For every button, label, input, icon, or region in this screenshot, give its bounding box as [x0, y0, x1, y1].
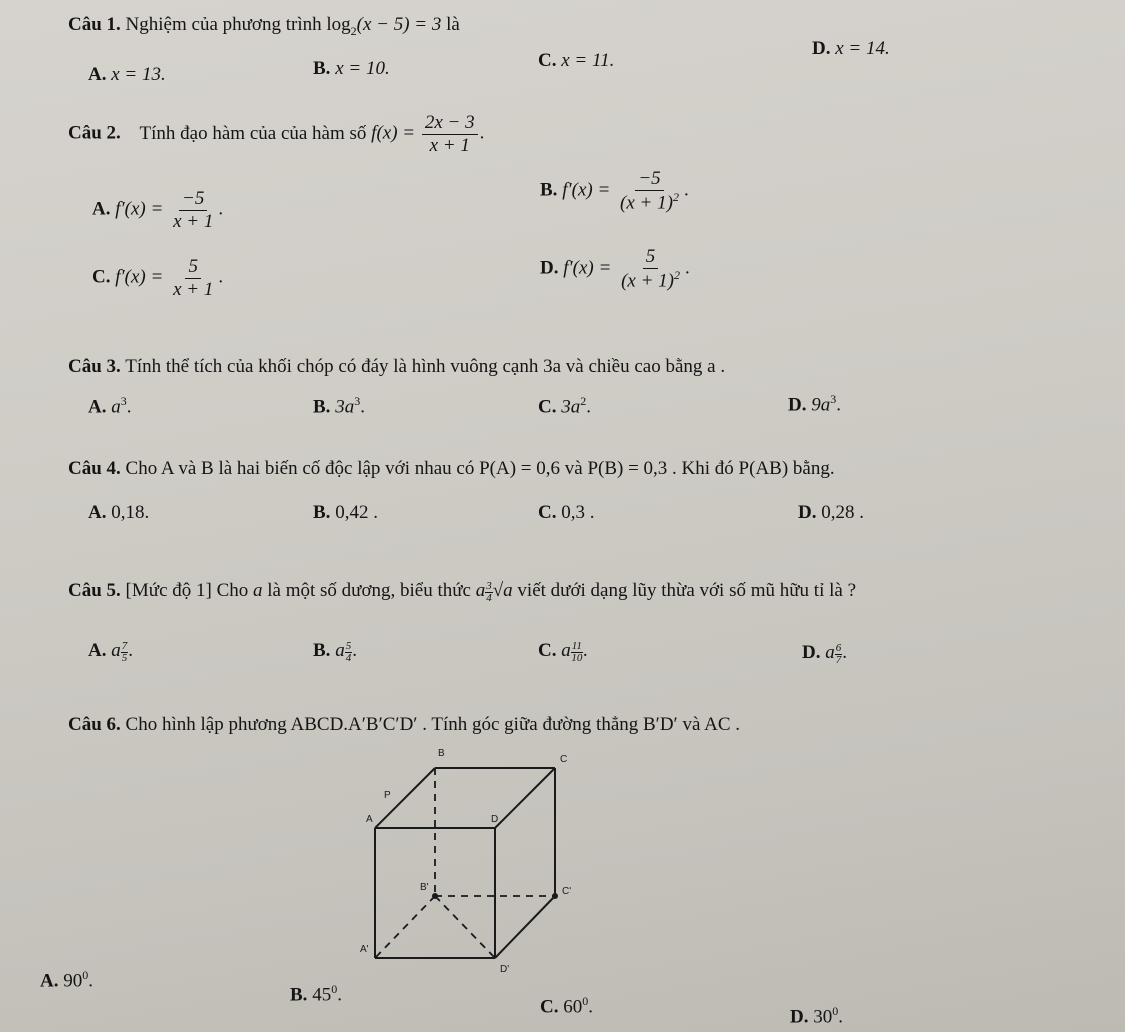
q2-option-b[interactable]: B. f′(x) = $\frac{-5}{(x + 1)^2}$ .	[540, 168, 689, 214]
q2-option-d[interactable]: D. f′(x) = $\frac{5}{(x + 1)^2}$ .	[540, 246, 690, 292]
point-c-prime	[552, 893, 558, 899]
q3-option-c[interactable]: C. $3a^2$.	[538, 394, 591, 418]
label-c-prime: C'	[562, 886, 572, 897]
q6-text: Cho hình lập phương ABCD.A′B′C′D′ . Tính góc giữa đường thẳng B′D′ và AC .	[125, 714, 740, 735]
q3-label: Câu 3.	[68, 356, 121, 377]
q5-var: a	[253, 580, 263, 601]
q5-option-d[interactable]: D. a $\frac{6}{7}$ .	[802, 641, 847, 666]
q5-text-c: viết dưới dạng lũy thừa với số mũ hữu tỉ là ?	[517, 580, 857, 601]
q2-option-c[interactable]: C. f′(x) = $\frac{5}{x + 1}$ .	[92, 256, 224, 300]
q3-text: Tính thể tích của khối chóp có đáy là hình vuông cạnh 3a và chiều cao bằng a .	[125, 356, 726, 377]
q5-expression: a $\frac{3}{4}$ √a	[475, 579, 513, 604]
q5-stem	[68, 580, 856, 604]
q1-option-d[interactable]: D. x = 14.	[812, 38, 890, 59]
q4-text: Cho A và B là hai biến cố độc lập với nhau có P(A) = 0,6 và P(B) = 0,3 . Khi đó P(AB) bằng.	[125, 458, 835, 479]
q5-text-a: [Mức độ 1] Cho	[125, 580, 249, 601]
label-b: B	[438, 748, 445, 759]
q5-option-b[interactable]: B. a $\frac{5}{4}$ .	[313, 639, 357, 664]
q4-label: Câu 4.	[68, 458, 121, 479]
q1-stem	[68, 14, 460, 39]
q1-option-c[interactable]: C. x = 11.	[538, 50, 615, 71]
q6-option-a[interactable]: A. $90^0$.	[40, 968, 93, 992]
label-c: C	[560, 754, 568, 765]
q5-text-b: là một số dương, biểu thức	[267, 580, 471, 601]
q5-label: Câu 5.	[68, 580, 121, 601]
q4-option-d[interactable]: D. 0,28 .	[798, 502, 864, 523]
q6-option-d[interactable]: D. $30^0$.	[790, 1004, 843, 1028]
q3-option-d[interactable]: D. $9a^3$.	[788, 392, 841, 416]
label-a-prime: A'	[360, 944, 369, 955]
q2-function: f(x) =	[371, 122, 416, 144]
q1-suffix: là	[446, 14, 460, 35]
q1-equation: $\log_2(x - 5) = 3$	[326, 14, 442, 38]
q2-fraction: $\frac{2x - 3}{x + 1}$	[422, 112, 478, 157]
q4-option-b[interactable]: B. 0,42 .	[313, 502, 378, 523]
q2-label: Câu 2.	[68, 122, 121, 144]
q3-option-a[interactable]: A. $a^3$.	[88, 394, 132, 418]
q4-option-c[interactable]: C. 0,3 .	[538, 502, 595, 523]
label-d: D	[491, 814, 499, 825]
cube-figure	[360, 740, 600, 975]
q6-stem	[68, 714, 740, 736]
q6-label: Câu 6.	[68, 714, 121, 735]
q2-option-a[interactable]: A. f′(x) = $\frac{-5}{x + 1}$ .	[92, 188, 224, 232]
q6-option-b[interactable]: B. $45^0$.	[290, 982, 342, 1006]
q4-stem	[68, 458, 835, 480]
q1-text: Nghiệm của phương trình	[125, 14, 322, 35]
q5-option-a[interactable]: A. a $\frac{7}{5}$ .	[88, 639, 133, 664]
label-d-prime: D'	[500, 964, 510, 975]
label-b-prime: B'	[420, 882, 429, 893]
q5-option-c[interactable]: C. a $\frac{11}{10}$ .	[538, 639, 588, 664]
q3-stem	[68, 356, 725, 378]
label-a: A	[366, 814, 373, 825]
q6-option-c[interactable]: C. $60^0$.	[540, 994, 593, 1018]
q2-stem: Câu 2. Tính đạo hàm của của hàm số f(x) = $\frac{2x - 3}{x + 1}$ .	[68, 112, 485, 156]
point-b-prime	[432, 893, 438, 899]
label-p: P	[384, 790, 391, 801]
q2-text: Tính đạo hàm của của hàm số	[139, 122, 367, 144]
q1-option-a[interactable]: A. x = 13.	[88, 64, 166, 85]
q4-option-a[interactable]: A. 0,18.	[88, 502, 150, 523]
q3-option-b[interactable]: B. $3a^3$.	[313, 394, 365, 418]
q1-option-b[interactable]: B. x = 10.	[313, 58, 390, 79]
q1-label: Câu 1.	[68, 14, 121, 35]
